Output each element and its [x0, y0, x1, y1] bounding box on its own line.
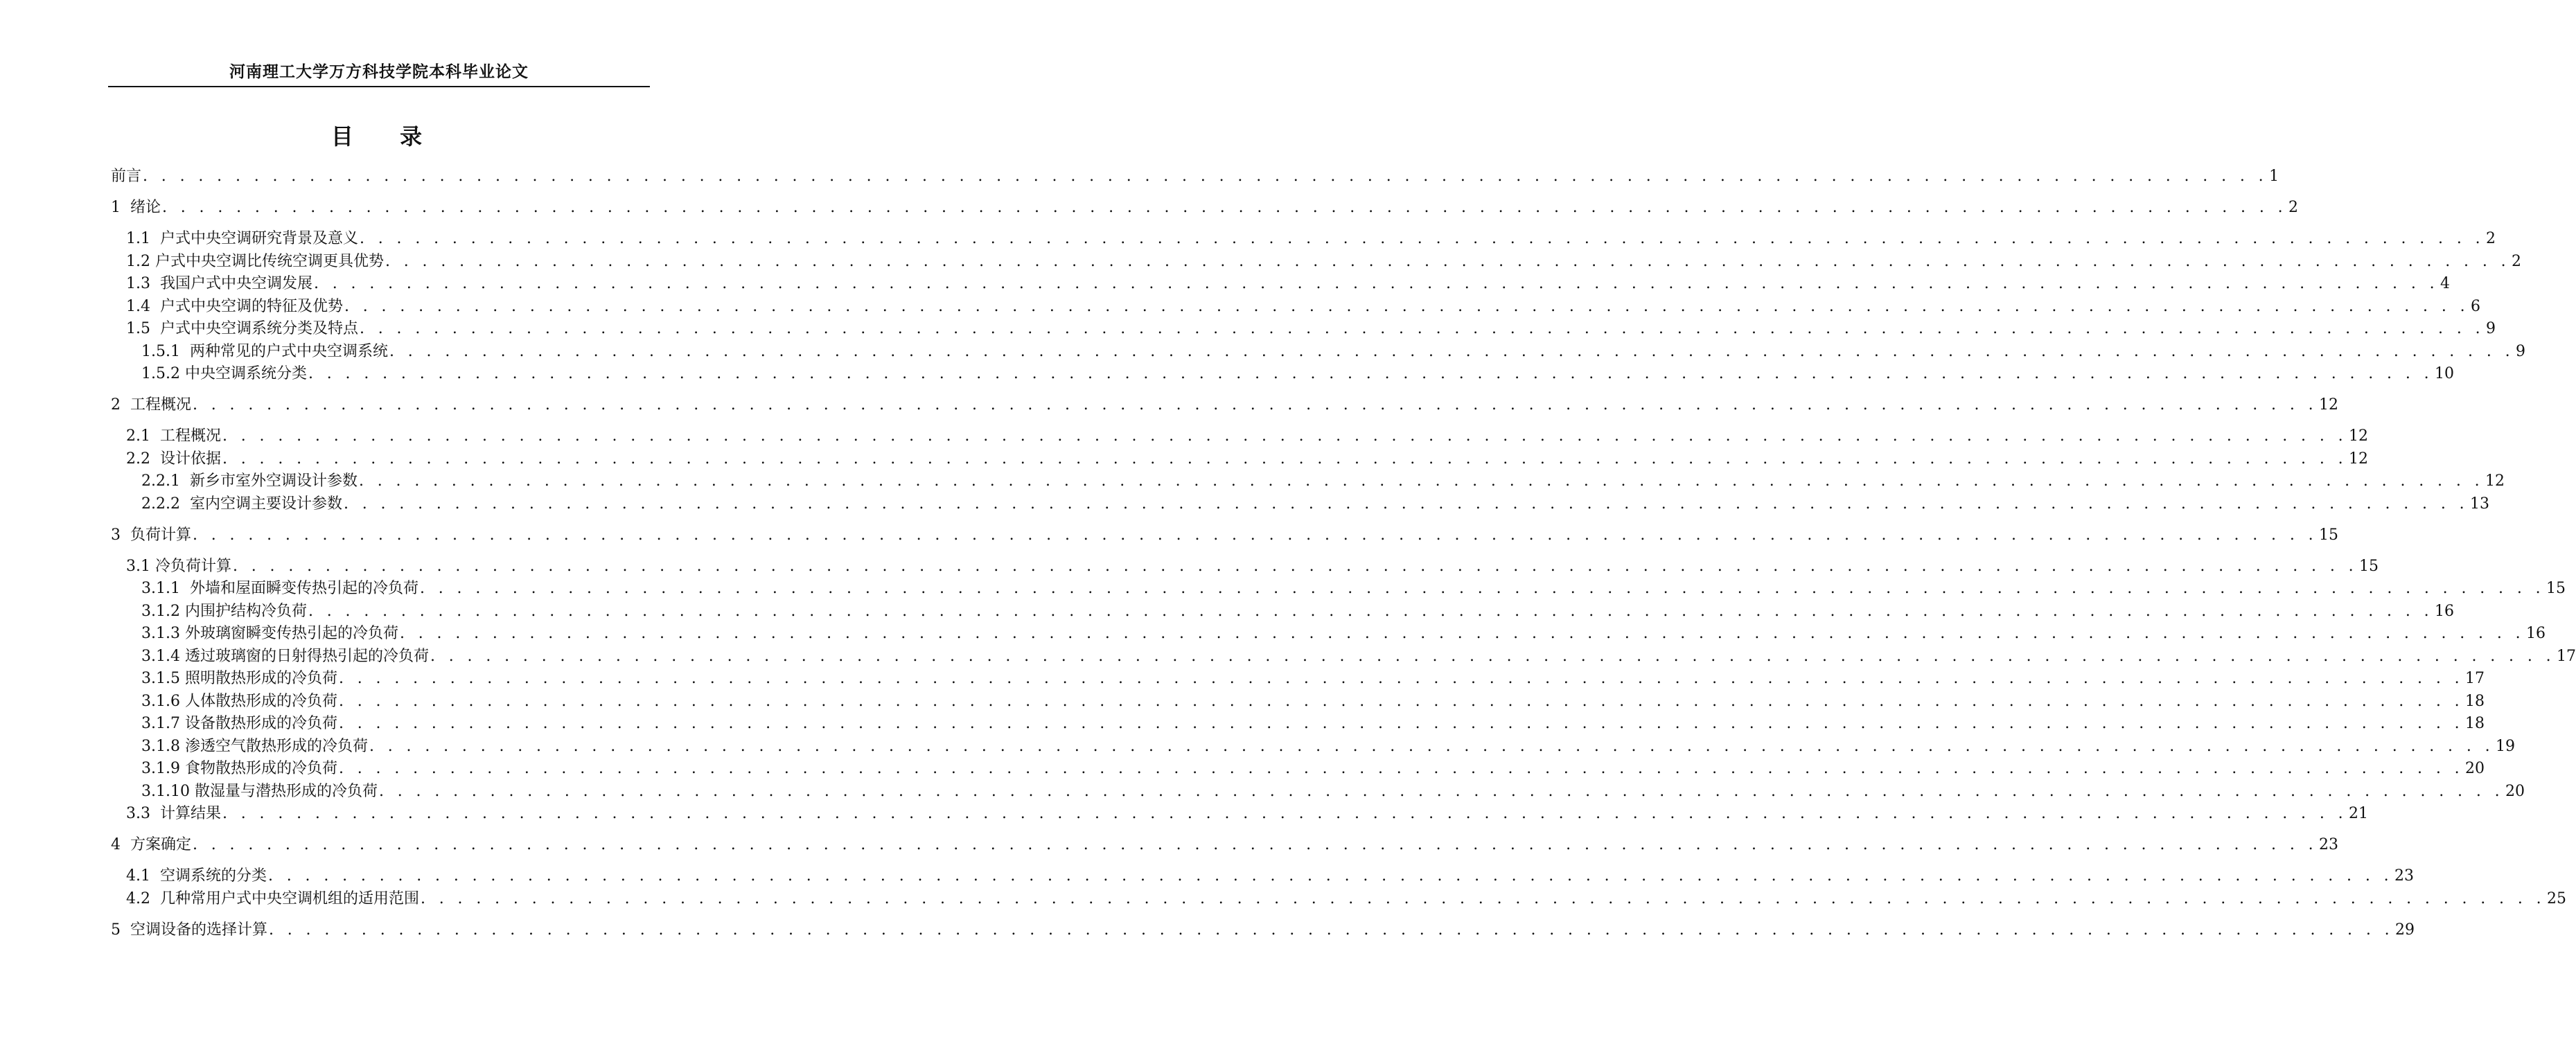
page-header	[108, 60, 650, 87]
toc-entry-label: 3.1.6 人体散热形成的冷负荷	[141, 693, 337, 710]
toc-entry-page: 9	[2486, 320, 2496, 337]
toc-leader-dots: . . . . . . . . . . . . . . . . . . . . . . . . . . . . . . . . . . . . . . . . . . . . . . . . . . . . . . . . . . . . . . . . . . . . . . . . . . . . . . . . . . . . . . . . . . . . . . . . . . . . . . . . . . . . . . . . . . .	[359, 230, 2485, 247]
toc-entry-label: 2.2.1 新乡市室外空调设计参数	[141, 472, 358, 490]
toc-entry-ch4[interactable]	[111, 835, 2339, 855]
toc-entry-ch3[interactable]	[111, 525, 2339, 546]
toc-entry-page: 16	[2435, 603, 2455, 620]
toc-entry-4-1[interactable]	[126, 866, 2415, 887]
toc-leader-dots: . . . . . . . . . . . . . . . . . . . . . . . . . . . . . . . . . . . . . . . . . . . . . . . . . . . . . . . . . . . . . . . . . . . . . . . . . . . . . . . . . . . . . . . . . . . . . . . . . . . . . . . . . . . . . . . . . . .	[313, 275, 2440, 292]
toc-entry-ch5[interactable]	[111, 920, 2415, 941]
toc-entry-page: 2	[2512, 253, 2522, 270]
toc-entry-1-5-2[interactable]	[141, 364, 2455, 384]
toc-title: 目 录	[330, 123, 442, 150]
toc-entry-3-1-9[interactable]	[141, 759, 2485, 779]
toc-entry-2-2-2[interactable]	[141, 494, 2490, 515]
toc-leader-dots: . . . . . . . . . . . . . . . . . . . . . . . . . . . . . . . . . . . . . . . . . . . . . . . . . . . . . . . . . . . . . . . . . . . . . . . . . . . . . . . . . . . . . . . . . . . . . . . . . . . . . . . . . . . . . . . . . . .	[222, 427, 2348, 445]
toc-leader-dots: . . . . . . . . . . . . . . . . . . . . . . . . . . . . . . . . . . . . . . . . . . . . . . . . . . . . . . . . . . . . . . . . . . . . . . . . . . . . . . . . . . . . . . . . . . . . . . . . . . . . . . . . . . . . . . . . . . .	[192, 836, 2318, 853]
toc-entry-label: 2.1 工程概况	[126, 427, 221, 445]
toc-leader-dots: . . . . . . . . . . . . . . . . . . . . . . . . . . . . . . . . . . . . . . . . . . . . . . . . . . . . . . . . . . . . . . . . . . . . . . . . . . . . . . . . . . . . . . . . . . . . . . . . . . . . . . . . . . . . . . . . . . .	[143, 168, 2268, 185]
toc-leader-dots: . . . . . . . . . . . . . . . . . . . . . . . . . . . . . . . . . . . . . . . . . . . . . . . . . . . . . . . . . . . . . . . . . . . . . . . . . . . . . . . . . . . . . . . . . . . . . . . . . . . . . . . . . . . . . . . . . . .	[389, 343, 2515, 360]
toc-leader-dots: . . . . . . . . . . . . . . . . . . . . . . . . . . . . . . . . . . . . . . . . . . . . . . . . . . . . . . . . . . . . . . . . . . . . . . . . . . . . . . . . . . . . . . . . . . . . . . . . . . . . . . . . . . . . . . . . . . .	[222, 805, 2348, 822]
toc-entry-label: 2.2 设计依据	[126, 450, 221, 468]
toc-entry-3-1-1[interactable]	[141, 578, 2566, 599]
toc-entry-label: 4 方案确定	[111, 836, 191, 853]
toc-entry-1-5[interactable]	[126, 319, 2496, 339]
toc-entry-label: 3.1.10 散湿量与潜热形成的冷负荷	[141, 783, 378, 800]
toc-leader-dots: . . . . . . . . . . . . . . . . . . . . . . . . . . . . . . . . . . . . . . . . . . . . . . . . . . . . . . . . . . . . . . . . . . . . . . . . . . . . . . . . . . . . . . . . . . . . . . . . . . . . . . . . . . . . . . . . . . .	[338, 715, 2464, 732]
toc-entry-3-1-10[interactable]	[141, 781, 2525, 802]
toc-entry-label: 4.2 几种常用户式中央空调机组的适用范围	[126, 890, 419, 907]
toc-leader-dots: . . . . . . . . . . . . . . . . . . . . . . . . . . . . . . . . . . . . . . . . . . . . . . . . . . . . . . . . . . . . . . . . . . . . . . . . . . . . . . . . . . . . . . . . . . . . . . . . . . . . . . . . . . . . . . . . . . .	[430, 648, 2556, 665]
toc-entry-3-1-7[interactable]	[141, 713, 2485, 734]
toc-entry-label: 2 工程概况	[111, 396, 191, 414]
toc-entry-page: 25	[2547, 890, 2567, 907]
toc-leader-dots: . . . . . . . . . . . . . . . . . . . . . . . . . . . . . . . . . . . . . . . . . . . . . . . . . . . . . . . . . . . . . . . . . . . . . . . . . . . . . . . . . . . . . . . . . . . . . . . . . . . . . . . . . . . . . . . . . . .	[419, 580, 2546, 597]
toc-entry-page: 16	[2526, 625, 2546, 642]
toc-entry-label: 3.1.5 照明散热形成的冷负荷	[141, 670, 337, 687]
toc-entry-label: 1.5.2 中央空调系统分类	[141, 365, 307, 382]
toc-entry-label: 3.1.7 设备散热形成的冷负荷	[141, 715, 337, 732]
toc-leader-dots: . . . . . . . . . . . . . . . . . . . . . . . . . . . . . . . . . . . . . . . . . . . . . . . . . . . . . . . . . . . . . . . . . . . . . . . . . . . . . . . . . . . . . . . . . . . . . . . . . . . . . . . . . . . . . . . . . . .	[338, 670, 2464, 687]
toc-entry-3-1-5[interactable]	[141, 668, 2485, 689]
toc-leader-dots: . . . . . . . . . . . . . . . . . . . . . . . . . . . . . . . . . . . . . . . . . . . . . . . . . . . . . . . . . . . . . . . . . . . . . . . . . . . . . . . . . . . . . . . . . . . . . . . . . . . . . . . . . . . . . . . . . . .	[267, 867, 2394, 885]
toc-entry-label: 3.1.3 外玻璃窗瞬变传热引起的冷负荷	[141, 625, 398, 642]
toc-entry-page: 17	[2465, 670, 2485, 687]
toc-leader-dots: . . . . . . . . . . . . . . . . . . . . . . . . . . . . . . . . . . . . . . . . . . . . . . . . . . . . . . . . . . . . . . . . . . . . . . . . . . . . . . . . . . . . . . . . . . . . . . . . . . . . . . . . . . . . . . . . . . .	[369, 738, 2495, 755]
toc-entry-label: 1.5 户式中央空调系统分类及特点	[126, 320, 358, 337]
toc-entry-page: 21	[2349, 805, 2369, 822]
toc-leader-dots: . . . . . . . . . . . . . . . . . . . . . . . . . . . . . . . . . . . . . . . . . . . . . . . . . . . . . . . . . . . . . . . . . . . . . . . . . . . . . . . . . . . . . . . . . . . . . . . . . . . . . . . . . . . . . . . . . . .	[338, 693, 2464, 710]
toc-leader-dots: . . . . . . . . . . . . . . . . . . . . . . . . . . . . . . . . . . . . . . . . . . . . . . . . . . . . . . . . . . . . . . . . . . . . . . . . . . . . . . . . . . . . . . . . . . . . . . . . . . . . . . . . . . . . . . . . . . .	[358, 472, 2485, 490]
header-text: 河南理工大学万方科技学院本科毕业论文	[229, 63, 529, 81]
toc-entry-page: 12	[2349, 450, 2369, 468]
toc-entry-3-1-3[interactable]	[141, 623, 2546, 644]
toc-leader-dots: . . . . . . . . . . . . . . . . . . . . . . . . . . . . . . . . . . . . . . . . . . . . . . . . . . . . . . . . . . . . . . . . . . . . . . . . . . . . . . . . . . . . . . . . . . . . . . . . . . . . . . . . . . . . . . . . . . .	[308, 365, 2434, 382]
toc-entry-label: 4.1 空调系统的分类	[126, 867, 267, 885]
toc-entry-page: 15	[2359, 558, 2379, 575]
toc-leader-dots: . . . . . . . . . . . . . . . . . . . . . . . . . . . . . . . . . . . . . . . . . . . . . . . . . . . . . . . . . . . . . . . . . . . . . . . . . . . . . . . . . . . . . . . . . . . . . . . . . . . . . . . . . . . . . . . . . . .	[338, 760, 2464, 777]
toc-entry-page: 19	[2496, 738, 2516, 755]
toc-entry-page: 1	[2269, 168, 2279, 185]
toc-leader-dots: . . . . . . . . . . . . . . . . . . . . . . . . . . . . . . . . . . . . . . . . . . . . . . . . . . . . . . . . . . . . . . . . . . . . . . . . . . . . . . . . . . . . . . . . . . . . . . . . . . . . . . . . . . . . . . . . . . .	[344, 298, 2470, 315]
toc-entry-page: 23	[2394, 867, 2415, 885]
toc-leader-dots: . . . . . . . . . . . . . . . . . . . . . . . . . . . . . . . . . . . . . . . . . . . . . . . . . . . . . . . . . . . . . . . . . . . . . . . . . . . . . . . . . . . . . . . . . . . . . . . . . . . . . . . . . . . . . . . . . . .	[192, 396, 2318, 414]
toc-entry-page: 12	[2319, 396, 2339, 414]
toc-leader-dots: . . . . . . . . . . . . . . . . . . . . . . . . . . . . . . . . . . . . . . . . . . . . . . . . . . . . . . . . . . . . . . . . . . . . . . . . . . . . . . . . . . . . . . . . . . . . . . . . . . . . . . . . . . . . . . . . . . .	[399, 625, 2525, 642]
toc-entry-label: 3.3 计算结果	[126, 805, 221, 822]
toc-entry-4-2[interactable]	[126, 889, 2567, 910]
toc-entry-label: 1 绪论	[111, 199, 161, 216]
toc-entry-1-4[interactable]	[126, 296, 2481, 317]
toc-entry-page: 15	[2319, 526, 2339, 544]
toc-entry-page: 12	[2485, 472, 2505, 490]
toc-entry-label: 3.1 冷负荷计算	[126, 558, 231, 575]
toc-entry-page: 9	[2516, 343, 2526, 360]
toc-leader-dots: . . . . . . . . . . . . . . . . . . . . . . . . . . . . . . . . . . . . . . . . . . . . . . . . . . . . . . . . . . . . . . . . . . . . . . . . . . . . . . . . . . . . . . . . . . . . . . . . . . . . . . . . . . . . . . . . . . .	[385, 253, 2511, 270]
toc-entry-page: 2	[2288, 199, 2299, 216]
toc-entry-page: 20	[2505, 783, 2525, 800]
toc-leader-dots: . . . . . . . . . . . . . . . . . . . . . . . . . . . . . . . . . . . . . . . . . . . . . . . . . . . . . . . . . . . . . . . . . . . . . . . . . . . . . . . . . . . . . . . . . . . . . . . . . . . . . . . . . . . . . . . . . . .	[359, 320, 2485, 337]
toc-entry-1-3[interactable]	[126, 274, 2451, 294]
toc-entry-3-1-6[interactable]	[141, 691, 2485, 712]
toc-entry-3-1-8[interactable]	[141, 736, 2516, 757]
toc-entry-label: 3.1.9 食物散热形成的冷负荷	[141, 760, 337, 777]
toc-entry-page: 2	[2486, 230, 2496, 247]
toc-leader-dots: . . . . . . . . . . . . . . . . . . . . . . . . . . . . . . . . . . . . . . . . . . . . . . . . . . . . . . . . . . . . . . . . . . . . . . . . . . . . . . . . . . . . . . . . . . . . . . . . . . . . . . . . . . . . . . . . . . .	[192, 526, 2318, 544]
toc-entry-label: 3.1.2 内围护结构冷负荷	[141, 603, 307, 620]
toc-leader-dots: . . . . . . . . . . . . . . . . . . . . . . . . . . . . . . . . . . . . . . . . . . . . . . . . . . . . . . . . . . . . . . . . . . . . . . . . . . . . . . . . . . . . . . . . . . . . . . . . . . . . . . . . . . . . . . . . . . .	[268, 921, 2394, 939]
toc-entry-page: 18	[2465, 693, 2485, 710]
toc-leader-dots: . . . . . . . . . . . . . . . . . . . . . . . . . . . . . . . . . . . . . . . . . . . . . . . . . . . . . . . . . . . . . . . . . . . . . . . . . . . . . . . . . . . . . . . . . . . . . . . . . . . . . . . . . . . . . . . . . . .	[420, 890, 2546, 907]
toc-entry-label: 1.5.1 两种常见的户式中央空调系统	[141, 343, 388, 360]
toc-entry-3-3[interactable]	[126, 804, 2369, 824]
toc-entry-3-1[interactable]	[126, 556, 2379, 577]
toc-entry-ch1[interactable]	[111, 197, 2299, 218]
toc-entry-label: 5 空调设备的选择计算	[111, 921, 267, 939]
toc-entry-page: 20	[2465, 760, 2485, 777]
toc-entry-preface[interactable]	[111, 166, 2279, 187]
toc-entry-page: 6	[2471, 298, 2481, 315]
toc-leader-dots: . . . . . . . . . . . . . . . . . . . . . . . . . . . . . . . . . . . . . . . . . . . . . . . . . . . . . . . . . . . . . . . . . . . . . . . . . . . . . . . . . . . . . . . . . . . . . . . . . . . . . . . . . . . . . . . . . . .	[161, 199, 2288, 216]
toc-entry-label: 3.1.8 渗透空气散热形成的冷负荷	[141, 738, 368, 755]
toc-entry-1-5-1[interactable]	[141, 342, 2526, 362]
toc-leader-dots: . . . . . . . . . . . . . . . . . . . . . . . . . . . . . . . . . . . . . . . . . . . . . . . . . . . . . . . . . . . . . . . . . . . . . . . . . . . . . . . . . . . . . . . . . . . . . . . . . . . . . . . . . . . . . . . . . . .	[343, 495, 2469, 513]
toc-entry-3-1-4[interactable]	[141, 646, 2576, 667]
toc-entry-label: 3.1.1 外墙和屋面瞬变传热引起的冷负荷	[141, 580, 418, 597]
toc-entry-page: 15	[2546, 580, 2566, 597]
toc-leader-dots: . . . . . . . . . . . . . . . . . . . . . . . . . . . . . . . . . . . . . . . . . . . . . . . . . . . . . . . . . . . . . . . . . . . . . . . . . . . . . . . . . . . . . . . . . . . . . . . . . . . . . . . . . . . . . . . . . . .	[222, 450, 2348, 468]
toc-entry-page: 4	[2440, 275, 2451, 292]
toc-entry-page: 10	[2435, 365, 2455, 382]
toc-entry-page: 29	[2395, 921, 2415, 939]
toc-entry-page: 17	[2557, 648, 2576, 665]
toc-entry-label: 3 负荷计算	[111, 526, 191, 544]
toc-entry-label: 1.3 我国户式中央空调发展	[126, 275, 312, 292]
toc-leader-dots: . . . . . . . . . . . . . . . . . . . . . . . . . . . . . . . . . . . . . . . . . . . . . . . . . . . . . . . . . . . . . . . . . . . . . . . . . . . . . . . . . . . . . . . . . . . . . . . . . . . . . . . . . . . . . . . . . . .	[232, 558, 2358, 575]
toc-entry-2-1[interactable]	[126, 426, 2369, 447]
toc-entry-3-1-2[interactable]	[141, 601, 2455, 622]
toc-entry-1-1[interactable]	[126, 229, 2496, 249]
toc-entry-page: 13	[2470, 495, 2490, 513]
toc-leader-dots: . . . . . . . . . . . . . . . . . . . . . . . . . . . . . . . . . . . . . . . . . . . . . . . . . . . . . . . . . . . . . . . . . . . . . . . . . . . . . . . . . . . . . . . . . . . . . . . . . . . . . . . . . . . . . . . . . . .	[378, 783, 2505, 800]
toc-entry-ch2[interactable]	[111, 395, 2339, 416]
toc-entry-page: 18	[2465, 715, 2485, 732]
toc-entry-label: 前言	[111, 168, 142, 185]
toc-leader-dots: . . . . . . . . . . . . . . . . . . . . . . . . . . . . . . . . . . . . . . . . . . . . . . . . . . . . . . . . . . . . . . . . . . . . . . . . . . . . . . . . . . . . . . . . . . . . . . . . . . . . . . . . . . . . . . . . . . .	[308, 603, 2434, 620]
toc-entry-label: 3.1.4 透过玻璃窗的日射得热引起的冷负荷	[141, 648, 429, 665]
toc-entry-2-2-1[interactable]	[141, 471, 2505, 492]
toc-entry-label: 2.2.2 室内空调主要设计参数	[141, 495, 342, 513]
toc-entry-label: 1.4 户式中央空调的特征及优势	[126, 298, 343, 315]
toc-entry-1-2[interactable]	[126, 251, 2522, 272]
toc-entry-label: 1.1 户式中央空调研究背景及意义	[126, 230, 358, 247]
toc-entry-page: 12	[2349, 427, 2369, 445]
toc-entry-page: 23	[2319, 836, 2339, 853]
toc-entry-label: 1.2 户式中央空调比传统空调更具优势	[126, 253, 384, 270]
toc-entry-2-2[interactable]	[126, 449, 2369, 470]
